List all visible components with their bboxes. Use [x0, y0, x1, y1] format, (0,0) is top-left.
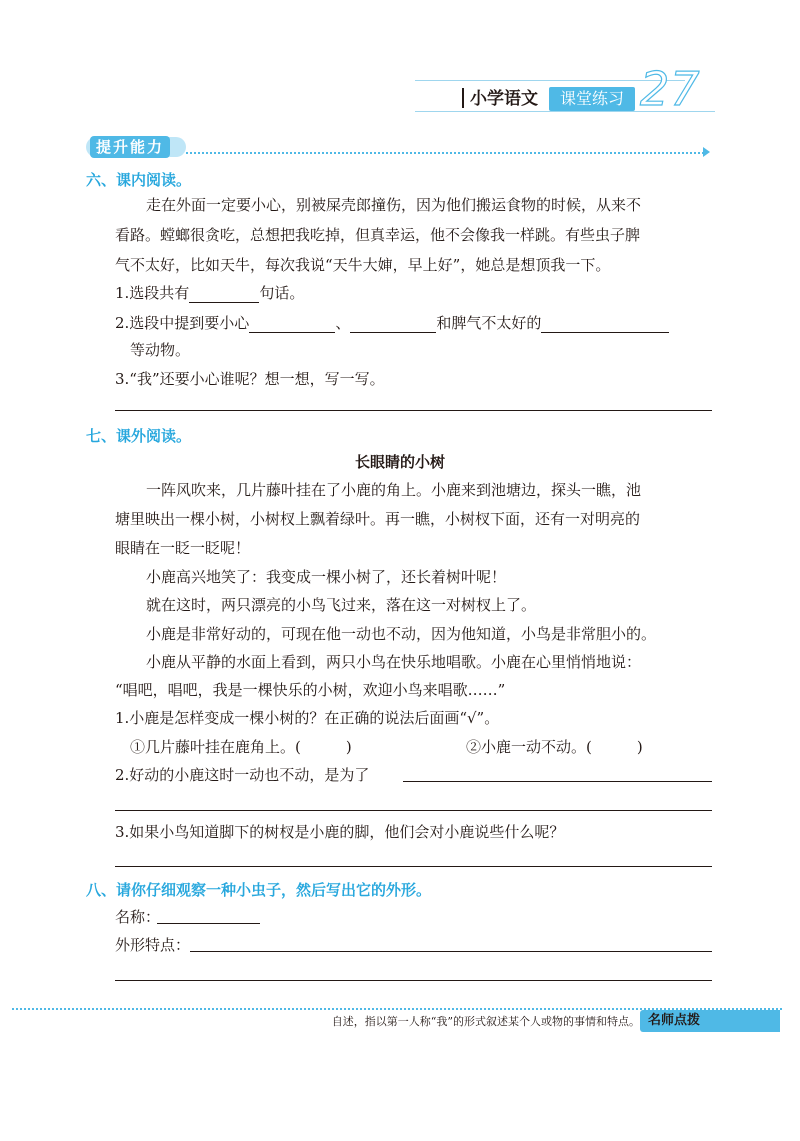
footer-tag: 名师点拨 [640, 1010, 780, 1032]
s6-q2-blank-1[interactable] [249, 316, 335, 333]
story-para3: 就在这时，两只漂亮的小鸟飞过来，落在这一对树杈上了。 [146, 596, 537, 614]
banner-label: 提升能力 [90, 136, 170, 158]
s8-feature-line-2[interactable] [115, 980, 712, 981]
s6-q2-line2: 等动物。 [130, 341, 191, 359]
s6-q1-after: 句话。 [259, 284, 305, 302]
s6-question-1 [115, 283, 304, 303]
s6-q2-blank-3[interactable] [541, 316, 669, 333]
story-para5-line: 小鹿从平静的水面上看到，两只小鸟在快乐地唱歌。小鹿在心里悄悄地说： [146, 653, 642, 671]
banner-arrow-icon [703, 147, 710, 157]
s8-feature-line[interactable] [190, 951, 712, 952]
s7-q3-answer-line[interactable] [115, 866, 712, 867]
s6-q2-sep: 、 [335, 314, 351, 332]
story-para5-line: “唱吧，唱吧，我是一棵快乐的小树，欢迎小鸟来唱歌……” [115, 681, 506, 699]
header-divider [462, 88, 464, 108]
s8-name-line[interactable] [157, 923, 260, 924]
section8-title: 八、请你仔细观察一种小虫子，然后写出它的外形。 [86, 881, 432, 899]
section6-passage-line: 气不太好，比如天牛，每次我说“天牛大婶，早上好”，她总是想顶我一下。 [115, 256, 611, 274]
story-para2: 小鹿高兴地笑了：我变成一棵小树了，还长着树叶呢！ [146, 568, 507, 586]
section7-title: 七、课外阅读。 [86, 427, 192, 445]
s6-q1-blank[interactable] [189, 286, 259, 303]
story-title: 长眼睛的小树 [354, 453, 445, 471]
s8-feature-label: 外形特点： [115, 936, 191, 954]
s7-question-3: 3.如果小鸟知道脚下的树杈是小鹿的脚，他们会对小鹿说些什么呢？ [115, 823, 565, 841]
header-tag: 课堂练习 [549, 87, 635, 111]
story-para4: 小鹿是非常好动的，可现在他一动也不动，因为他知道，小鸟是非常胆小的。 [146, 625, 657, 643]
s6-q3-answer-line[interactable] [115, 410, 712, 411]
footer-note: 自述，指以第一人称“我”的形式叙述某个人或物的事情和特点。 [331, 1015, 640, 1028]
story-para1-line: 眼睛在一眨一眨呢！ [115, 539, 251, 557]
section6-title: 六、课内阅读。 [86, 171, 192, 189]
story-para1-line: 塘里映出一棵小树，小树杈上飘着绿叶。再一瞧，小树杈下面，还有一对明亮的 [115, 510, 641, 528]
s7-q1-option-1[interactable]: ①几片藤叶挂在鹿角上。( ) [130, 738, 352, 756]
s7-q2-answer-line-2[interactable] [115, 810, 712, 811]
s6-q2-before: 2.选段中提到要小心 [115, 314, 250, 332]
page-number: 27 [640, 62, 701, 116]
banner-dotted-line [186, 152, 704, 154]
s7-q2-answer-line[interactable] [403, 781, 712, 782]
section6-passage-line: 走在外面一定要小心，别被屎壳郎撞伤，因为他们搬运食物的时候，从来不 [146, 196, 642, 214]
s6-q1-before: 1.选段共有 [115, 284, 190, 302]
header-subject: 小学语文 [470, 89, 538, 109]
s8-name-label: 名称： [115, 908, 161, 926]
story-para1-line: 一阵风吹来，几片藤叶挂在了小鹿的角上。小鹿来到池塘边，探头一瞧，池 [146, 481, 642, 499]
s6-q2-mid: 和脾气不太好的 [436, 314, 542, 332]
s6-q2-blank-2[interactable] [350, 316, 436, 333]
s6-question-2 [115, 313, 669, 333]
s6-question-3: 3.“我”还要小心谁呢？想一想，写一写。 [115, 370, 385, 388]
section6-passage-line: 看路。螳螂很贪吃，总想把我吃掉，但真幸运，他不会像我一样跳。有些虫子脾 [115, 226, 641, 244]
s7-question-1: 1.小鹿是怎样变成一棵小树的？在正确的说法后面画“√”。 [115, 709, 500, 727]
s7-q1-option-2[interactable]: ②小鹿一动不动。( ) [466, 738, 643, 756]
s7-question-2: 2.好动的小鹿这时一动也不动，是为了 [115, 766, 370, 784]
